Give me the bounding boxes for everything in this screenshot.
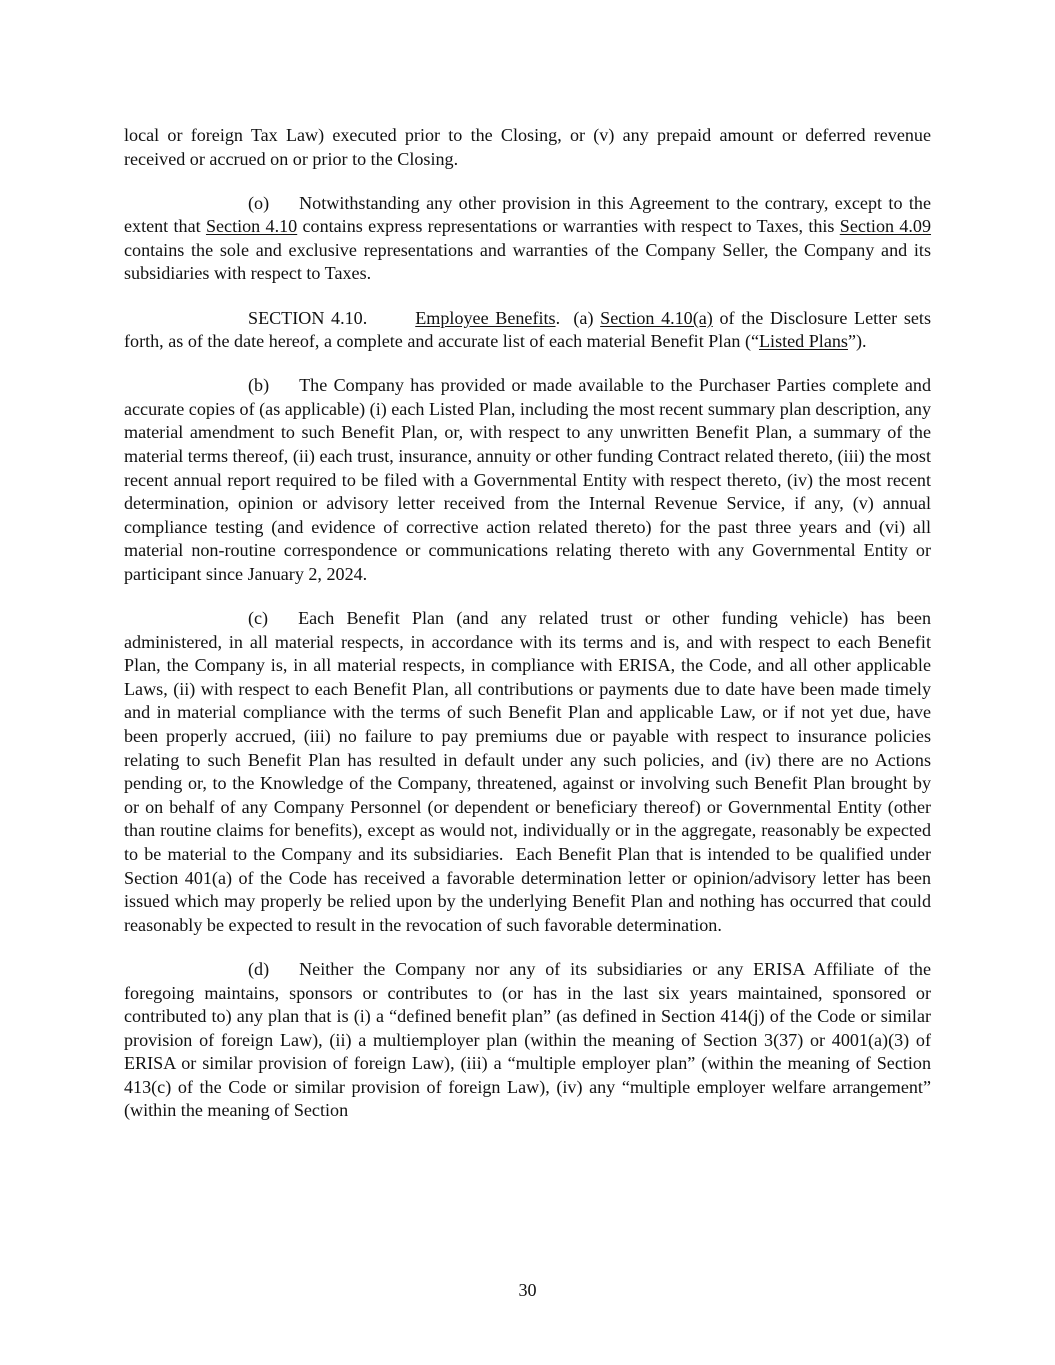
- section-number: SECTION 4.10.: [248, 307, 368, 328]
- paragraph-label: (d): [248, 958, 270, 979]
- paragraph-text: local or foreign Tax Law) executed prior to the Closing, or (v) any prepaid amount or deferred revenue received or accrued on or prior to the Closing.: [124, 125, 931, 169]
- document-body: [124, 124, 936, 1144]
- paragraph-text: The Company has provided or made available to the Purchaser Parties complete and accurate copies of (as applicable) (i) each Listed Plan, including the most recent summary plan description, any material amendment to such Benefit Plan, or, with respect to any unwritten Benefit Plan, a summary of the material terms thereof, (ii) each trust, insurance, annuity or other funding Contract related thereto, (iii) the most recent annual report required to be filed with a Governmental Entity with respect thereto, (iv) the most recent determination, opinion or advisory letter received from the Internal Revenue Service, if any, (v) annual compliance testing (and evidence of corrective action related thereto) for the past three years and (vi) all material non-routine correspondence or communications relating thereto with any Governmental Entity or participant since January 2, 2024.: [124, 375, 931, 584]
- section-heading: Employee Benefits: [415, 307, 556, 328]
- paragraph-o: [124, 192, 931, 286]
- paragraph-continuation: [124, 124, 931, 171]
- paragraph-text: Each Benefit Plan (and any related trust or other funding vehicle) has been administered, in all material respects, in accordance with its terms and is, and with respect to each Benefit Plan, the Company is, in all material respects, in compliance with ERISA, the Code, and all other applicable Laws, (ii) with respect to each Benefit Plan, all contributions or payments due to date have been made timely and in material compliance with the terms of such Benefit Plan and applicable Law, or if not yet due, have been properly accrued, (iii) no failure to pay premiums due or payable with respect to insurance policies relating to such Benefit Plan has resulted in default under any such policies, and (iv) there are no Actions pending or, to the Knowledge of the Company, threatened, against or involving such Benefit Plan brought by or on behalf of any Company Personnel (or dependent or beneficiary thereof) or Governmental Entity (other than routine claims for benefits), except as would not, individually or in the aggregate, reasonably be expected to be material to the Company and its subsidiaries. Each Benefit Plan that is intended to be qualified under Section 401(a) of the Code has received a favorable determination letter or opinion/advisory letter has been issued which may properly be relied upon by the underlying Benefit Plan and nothing has occurred that could reasonably be expected to result in the revocation of such favorable determination.: [124, 608, 936, 935]
- section-4-10-heading-paragraph: [124, 307, 931, 354]
- page-number: 30: [518, 1280, 537, 1300]
- section-reference: Section 4.09: [839, 216, 932, 237]
- defined-term: Listed Plans: [759, 331, 848, 352]
- paragraph-c: [124, 607, 936, 937]
- paragraph-text: Neither the Company nor any of its subsidiaries or any ERISA Affiliate of the foregoing maintains, sponsors or contributes to (or has in the last six years maintained, sponsored or contributed to) any plan that is (i) a “defined benefit plan” (as defined in Section 414(j) of the Code or similar provision of foreign Law), (ii) a multiemployer plan (within the meaning of Section 3(37) or 4001(a)(3) of ERISA or similar provision of foreign Law), (iii) a “multiple employer plan” (within the meaning of Section 413(c) of the Code or similar provision of foreign Law), (iv) any “multiple employer welfare arrangement” (within the meaning of Section: [124, 958, 931, 1121]
- paragraph-b: [124, 374, 931, 586]
- paragraph-text: of the Disclosure Letter sets forth, as of the date hereof, a complete and accurate list of each material Benefit Plan (“: [124, 307, 932, 352]
- section-reference: Section 4.10: [205, 216, 298, 237]
- paragraph-text: contains express representations or warranties with respect to Taxes, this: [297, 216, 840, 237]
- paragraph-d: [124, 958, 931, 1123]
- paragraph-text: Notwithstanding any other provision in this Agreement to the contrary, except to the extent that: [124, 192, 931, 237]
- paragraph-text: ”).: [847, 331, 867, 352]
- paragraph-label: (b): [248, 375, 270, 396]
- paragraph-text: contains the sole and exclusive representations and warranties of the Company Seller, the Company and its subsidiaries with respect to Taxes.: [124, 239, 931, 284]
- paragraph-text: . (a): [555, 307, 601, 328]
- section-reference: Section 4.10(a): [600, 307, 713, 328]
- paragraph-label: (c): [248, 608, 269, 629]
- paragraph-label: (o): [248, 192, 270, 213]
